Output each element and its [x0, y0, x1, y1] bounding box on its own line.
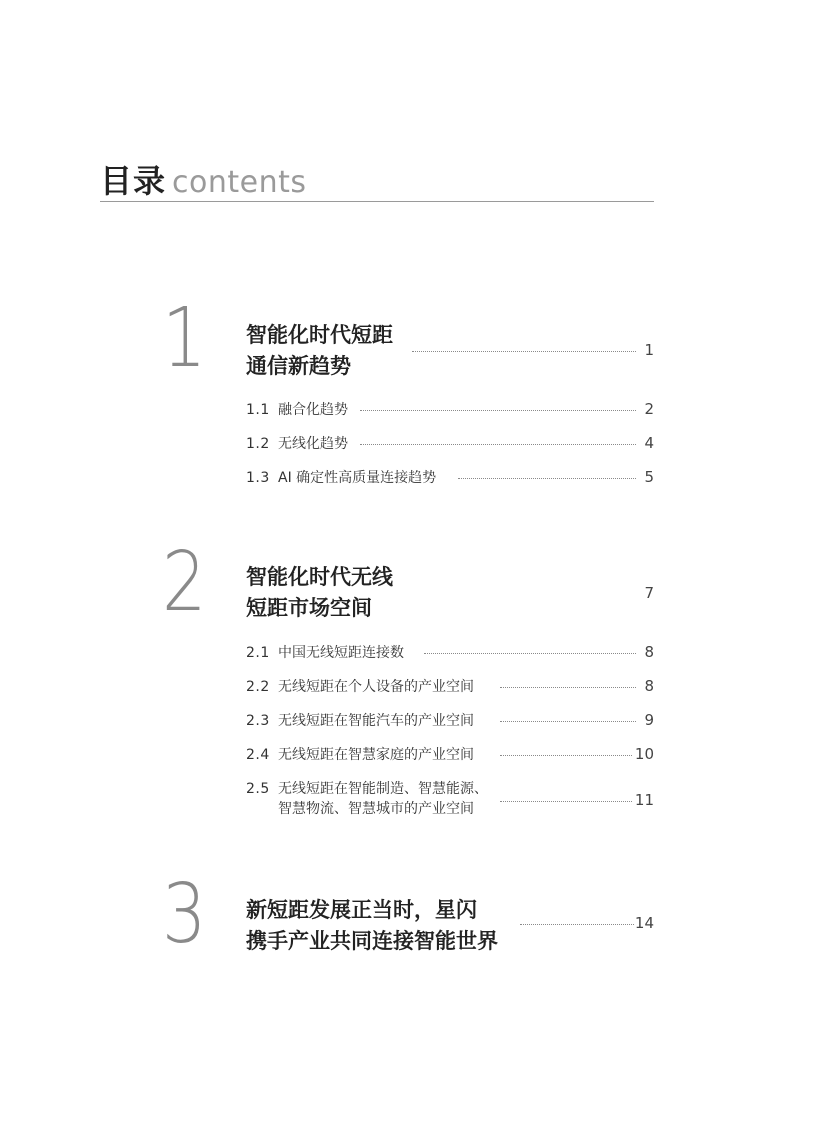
- toc-item[interactable]: [246, 711, 474, 731]
- item-page: 8: [644, 677, 654, 695]
- section-title[interactable]: [246, 562, 393, 624]
- item-label: 融合化趋势: [278, 402, 348, 418]
- item-page: 5: [644, 468, 654, 486]
- toc-item[interactable]: [246, 468, 436, 488]
- item-number: 2.5: [246, 781, 270, 797]
- leader-dots: [458, 478, 636, 479]
- toc-item[interactable]: [246, 779, 488, 819]
- leader-dots: [412, 351, 636, 352]
- item-page: 9: [644, 711, 654, 729]
- item-page: 8: [644, 643, 654, 661]
- toc-item[interactable]: [246, 677, 474, 697]
- section-page: 14: [634, 914, 654, 932]
- toc-title: 目录: [100, 162, 167, 200]
- item-label-continued: 智慧物流、智慧城市的产业空间: [278, 801, 474, 817]
- toc-item[interactable]: [246, 745, 474, 765]
- leader-dots: [500, 801, 632, 802]
- header-divider: [100, 201, 654, 202]
- item-label: 无线短距在个人设备的产业空间: [278, 679, 474, 695]
- section-title-line1: 智能化时代无线: [246, 565, 393, 589]
- section-title-line2: 通信新趋势: [246, 354, 351, 378]
- item-page: 10: [634, 745, 654, 763]
- section-page: 1: [644, 341, 654, 359]
- item-number: 1.1: [246, 402, 270, 418]
- toc-header: [100, 156, 654, 202]
- section-number: 3: [162, 867, 207, 962]
- item-label: 中国无线短距连接数: [278, 645, 404, 661]
- item-number: 2.2: [246, 679, 270, 695]
- leader-dots: [360, 410, 636, 411]
- leader-dots: [500, 755, 632, 756]
- section-number: 2: [162, 535, 207, 630]
- toc-item[interactable]: [246, 643, 404, 663]
- item-page: 11: [634, 791, 654, 809]
- section-title-line1: 新短距发展正当时，星闪: [246, 898, 477, 922]
- item-number: 1.3: [246, 470, 270, 486]
- section-title-line1: 智能化时代短距: [246, 323, 393, 347]
- section-title[interactable]: [246, 320, 393, 382]
- item-page: 4: [644, 434, 654, 452]
- section-title-line2: 携手产业共同连接智能世界: [246, 929, 498, 953]
- leader-dots: [424, 653, 636, 654]
- item-number: 1.2: [246, 436, 270, 452]
- section-title-line2: 短距市场空间: [246, 596, 372, 620]
- toc-item[interactable]: [246, 434, 348, 454]
- item-label: 无线短距在智能制造、智慧能源、: [278, 781, 488, 797]
- item-label: 无线短距在智慧家庭的产业空间: [278, 747, 474, 763]
- toc-item[interactable]: [246, 400, 348, 420]
- toc-subtitle: contents: [172, 165, 307, 200]
- section-title[interactable]: [246, 895, 498, 957]
- section-page: 7: [644, 584, 654, 602]
- section-number: 1: [162, 291, 207, 386]
- item-number: 2.1: [246, 645, 270, 661]
- item-label: 无线化趋势: [278, 436, 348, 452]
- item-label: 无线短距在智能汽车的产业空间: [278, 713, 474, 729]
- item-page: 2: [644, 400, 654, 418]
- item-label: AI 确定性高质量连接趋势: [278, 470, 437, 486]
- item-number: 2.4: [246, 747, 270, 763]
- leader-dots: [360, 444, 636, 445]
- item-number: 2.3: [246, 713, 270, 729]
